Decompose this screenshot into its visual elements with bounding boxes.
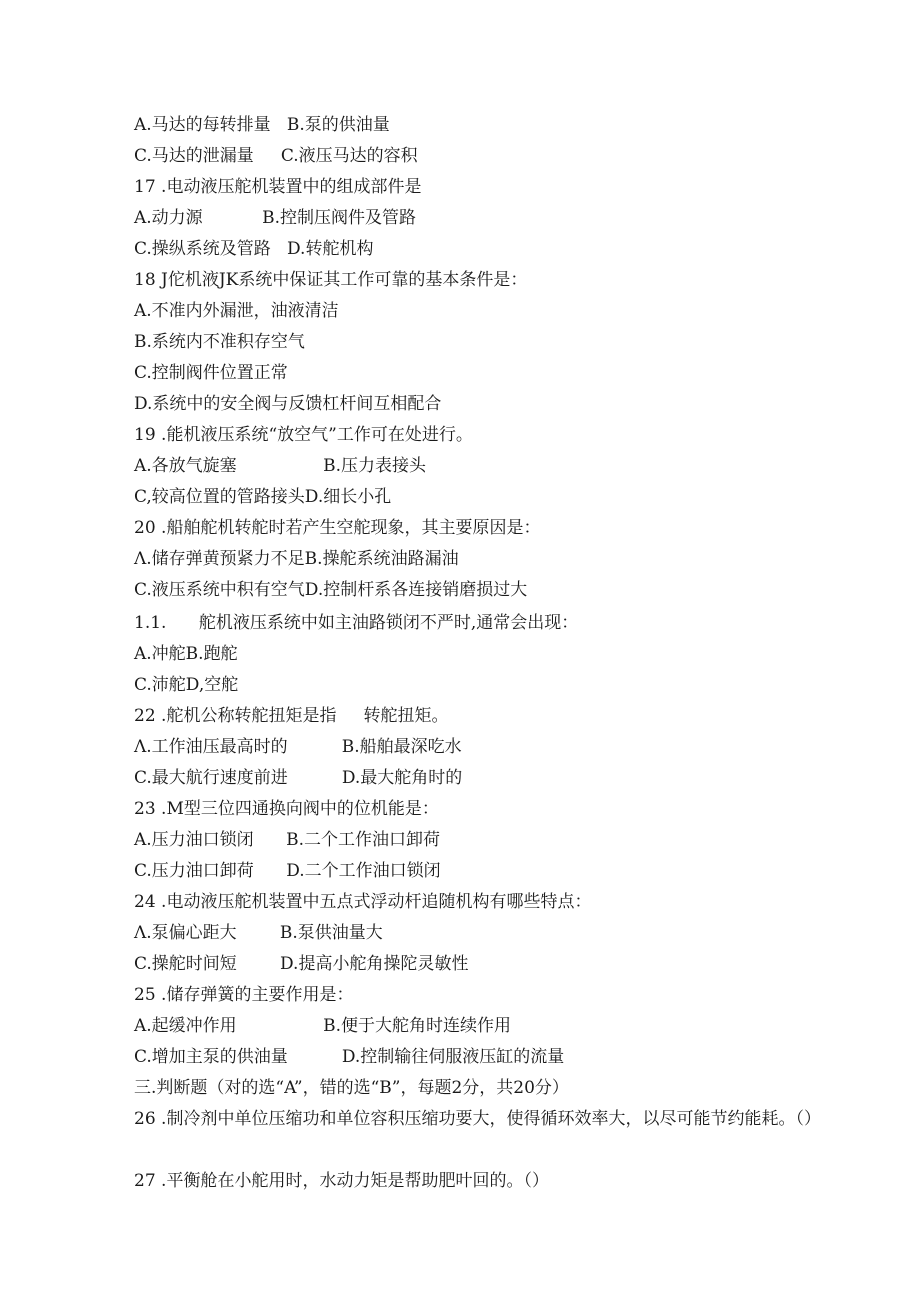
option-line: C.马达的泄漏量 C.液压马达的容积 <box>134 146 418 166</box>
question-27: 27 .平衡舱在小舵用时，水动力矩是帮助肥叶回的。（） <box>134 1171 549 1191</box>
option-line: A.冲舵B.跑舵 <box>134 644 238 664</box>
question-20: 20 .船舶舵机转舵时若产生空舵现象，其主要原因是： <box>134 518 541 538</box>
option-line: C,较高位置的管路接头D.细长小孔 <box>134 487 392 507</box>
option-line: B.系统内不准积存空气 <box>134 332 305 352</box>
option-line: A.马达的每转排量 B.泵的供油量 <box>134 115 390 135</box>
question-23: 23 .M型三位四通换向阀中的位机能是： <box>134 799 439 819</box>
option-line: C.压力油口卸荷 D.二个工作油口锁闭 <box>134 861 441 881</box>
option-line: Λ.工作油压最高时的 B.船舶最深吃水 <box>134 737 462 757</box>
question-22: 22 .舵机公称转舵扭矩是指 转舵扭矩。 <box>134 706 449 726</box>
option-line: D.系统中的安全阀与反馈杠杆间互相配合 <box>134 394 442 414</box>
question-25: 25 .储存弹簧的主要作用是： <box>134 985 354 1005</box>
section-heading-judgement: 三.判断题（对的选“A”，错的选“B”，每题2分，共20分） <box>134 1078 569 1098</box>
option-line: A.动力源 B.控制压阀件及管路 <box>134 208 417 228</box>
question-17: 17 .电动液压舵机装置中的组成部件是 <box>134 177 422 197</box>
option-line: A.压力油口锁闭 B.二个工作油口卸荷 <box>134 830 440 850</box>
option-line: Λ.泵偏心距大 B.泵供油量大 <box>134 923 383 943</box>
option-line: C.操纵系统及管路 D.转舵机构 <box>134 239 374 259</box>
question-19: 19 .能机液压系统“放空气”工作可在处进行。 <box>134 425 473 445</box>
option-line: A.不准内外漏泄，油液清洁 <box>134 301 339 321</box>
option-line: C.沛舵D,空舵 <box>134 675 239 695</box>
question-24: 24 .电动液压舵机装置中五点式浮动杆追随机构有哪些特点： <box>134 892 592 912</box>
option-line: A.各放气旋塞 B.压力表接头 <box>134 456 427 476</box>
option-line: C.操舵时间短 D.提高小舵角操陀灵敏性 <box>134 954 469 974</box>
question-18: 18 J佗机液JK系统中保证其工作可靠的基本条件是： <box>134 270 528 290</box>
option-line: Λ.储存弹黄预紧力不足B.操舵系统油路漏油 <box>134 549 459 569</box>
option-line: C.最大航行速度前进 D.最大舵角时的 <box>134 768 463 788</box>
option-line: C.增加主泵的供油量 D.控制输往伺服液压缸的流量 <box>134 1047 565 1067</box>
option-line: C.控制阀件位置正常 <box>134 363 288 383</box>
option-line: A.起缓冲作用 B.便于大舵角时连续作用 <box>134 1016 512 1036</box>
question-26: 26 .制冷剂中单位压缩功和单位容积压缩功要大，使得循环效率大，以尽可能节约能耗。（） <box>134 1109 821 1129</box>
option-line: C.液压系统中积有空气D.控制杆系各连接销磨损过大 <box>134 580 528 600</box>
question-21: 1.1. 舵机液压系统中如主油路锁闭不严时,通常会出现： <box>134 613 579 633</box>
